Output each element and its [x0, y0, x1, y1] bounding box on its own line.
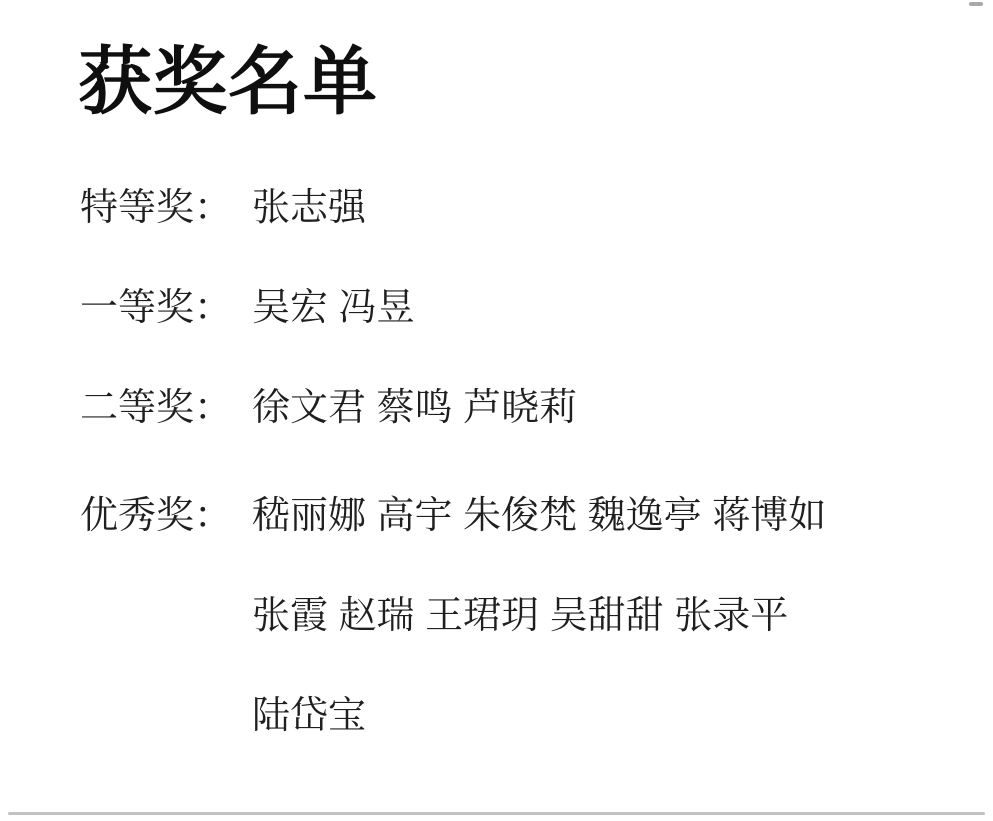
bottom-divider — [8, 812, 985, 815]
page-title: 获奖名单 — [78, 40, 378, 123]
award-label: 一等奖： — [80, 287, 233, 329]
top-right-edge-mark — [969, 2, 983, 6]
award-winner-names — [252, 466, 943, 766]
award-row-first-prize — [80, 258, 943, 358]
award-label: 优秀奖： — [80, 495, 233, 537]
award-label: 二等奖： — [80, 387, 233, 429]
winner-names-line: 陆岱宝 — [252, 695, 367, 737]
award-winner-names — [252, 358, 943, 458]
winner-names-line: 张志强 — [252, 187, 367, 229]
winner-names-line: 张霞 赵瑞 王珺玥 吴甜甜 张录平 — [252, 595, 789, 637]
award-winner-names — [252, 258, 943, 358]
award-row-special-prize — [80, 158, 943, 258]
winner-names-line: 嵇丽娜 高宇 朱俊梵 魏逸亭 蒋博如 — [252, 495, 827, 537]
award-row-second-prize — [80, 358, 943, 458]
award-winner-names — [252, 158, 943, 258]
winner-names-line: 徐文君 蔡鸣 芦晓莉 — [252, 387, 578, 429]
award-list — [0, 158, 993, 766]
award-label: 特等奖： — [80, 187, 233, 229]
award-row-excellence-prize — [80, 466, 943, 766]
winner-names-line: 吴宏 冯昱 — [252, 287, 415, 329]
